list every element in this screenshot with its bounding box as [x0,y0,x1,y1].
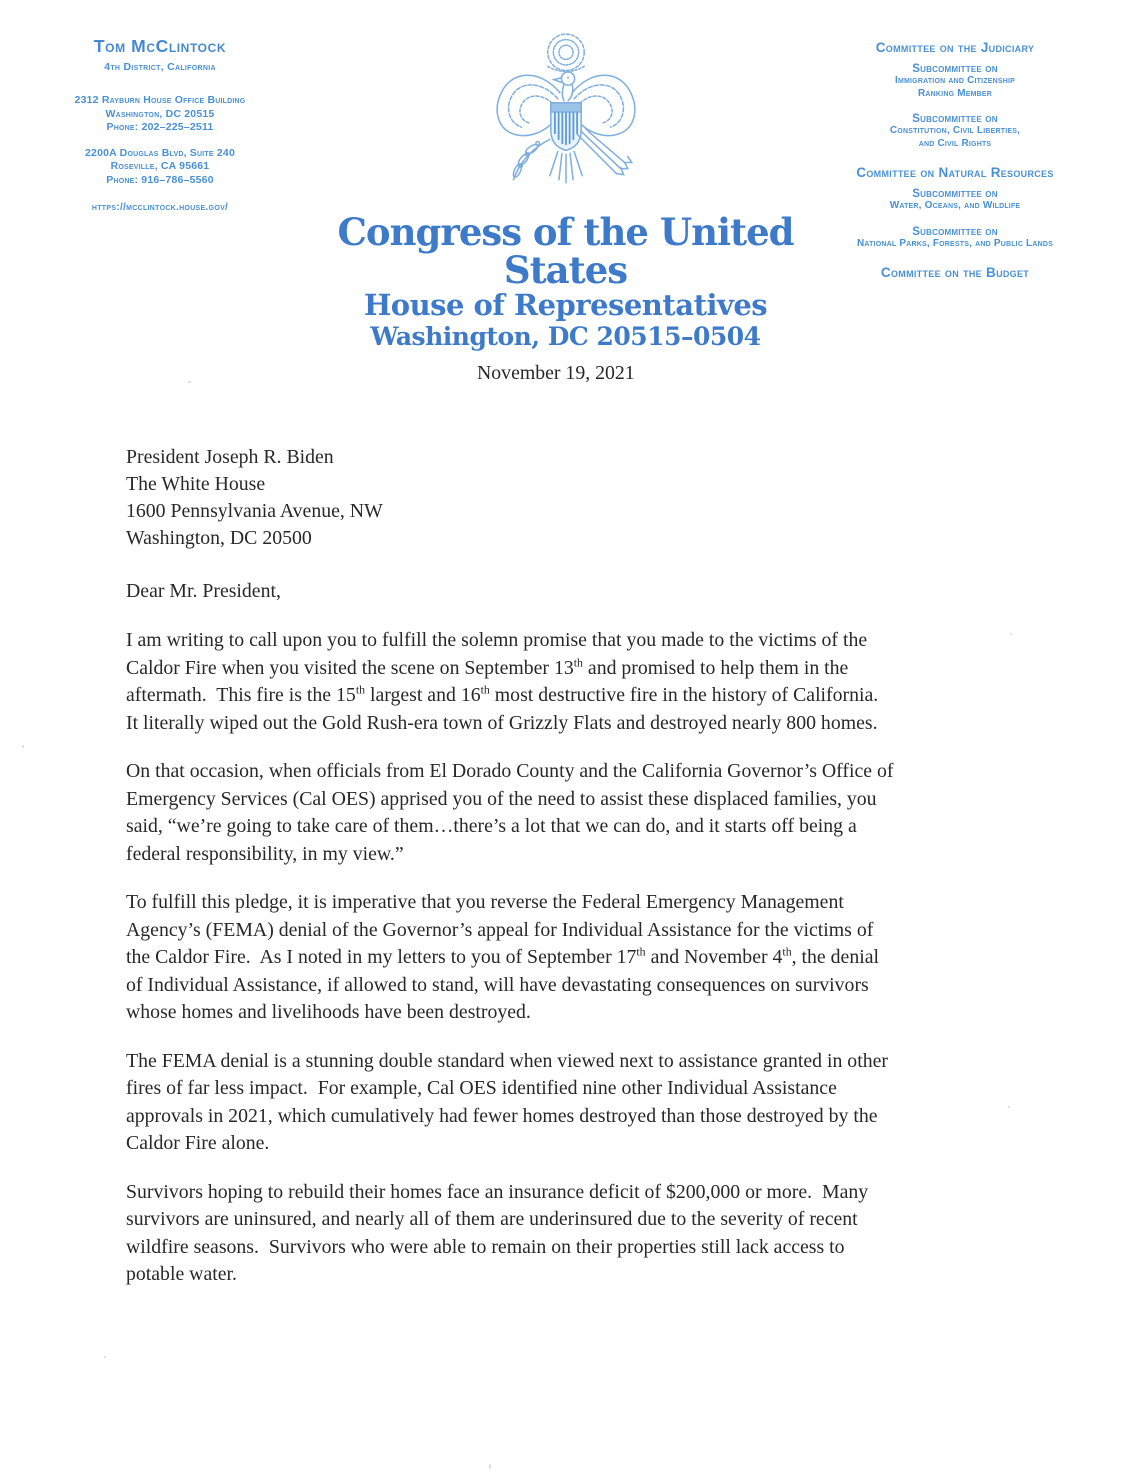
scan-speck [1008,1106,1010,1108]
congressman-name: Tom McClintock [93,36,227,56]
scan-speck [22,745,24,748]
district-line: 4th District, California [104,61,216,73]
paragraph-line: On that occasion, when officials from El Dorado County and the California Governor’s Office of [126,760,894,782]
subcommittee-role: Ranking Member [917,87,993,99]
paragraph-line: Caldor Fire alone. [126,1132,270,1154]
subcommittee-name: National Parks, Forests, and Public Lands [856,237,1054,249]
subcommittee-name: and Civil Rights [918,137,992,149]
subcommittee-name: Water, Oceans, and Wildlife [889,200,1021,211]
dc-office-address [26,94,294,135]
recipient-line: Washington, DC 20500 [126,526,312,549]
phone-line: Phone: 202–225–2511 [106,121,214,133]
paragraph-line: whose homes and livelihoods have been destroyed. [126,1001,531,1023]
paragraph-line: Agency’s (FEMA) denial of the Governor’s appeal for Individual Assistance for the victims of [126,918,874,941]
phone-line: Phone: 916–786–5560 [106,173,214,186]
paragraph-line: To fulfill this pledge, it is imperative that you reverse the Federal Emergency Management [126,891,844,913]
subcommittee-label: Subcommittee on [912,113,998,125]
paragraph-line: I am writing to call upon you to fulfill the solemn promise that you made to the victims of the [126,629,868,651]
body-paragraph [126,1179,1026,1289]
body-paragraph [126,758,1026,868]
paragraph-line: wildfire seasons. Survivors who were able to remain on their properties still lack access to [126,1235,845,1258]
letter-body [126,360,1026,1310]
paragraph-line: It literally wiped out the Gold Rush-era town of Grizzly Flats and destroyed nearly 800 homes. [126,711,878,734]
subcommittee-name: Immigration and Citizenship [895,75,1015,86]
letterhead-center [333,26,798,350]
paragraph-line: fires of far less impact. For example, Cal OES identified nine other Individual Assistance [126,1077,837,1099]
recipient-line: 1600 Pennsylvania Avenue, NW [126,499,383,522]
website-url: https://mcclintock.house.gov/ [91,202,229,213]
address-line: 2200A Douglas Blvd, Suite 240 [85,146,235,159]
subcommittee-group [804,188,1106,213]
paragraph-line: approvals in 2021, which cumulatively had fewer homes destroyed than those destroyed by the [126,1104,878,1127]
paragraph-line: aftermath. This fire is the 15th largest and 16th most destructive fire in the history of California. [126,682,879,706]
recipient-line: The White House [126,472,266,495]
paragraph-line: Survivors hoping to rebuild their homes face an insurance deficit of $200,000 or more. Many [126,1180,869,1203]
paragraph-line: of Individual Assistance, if allowed to stand, will have devastating consequences on survivors [126,973,869,996]
paragraph-line: potable water. [126,1263,237,1285]
committee-title-judiciary: Committee on the Judiciary [875,40,1035,55]
letterhead-subtitle: House of Representatives [363,288,768,322]
recipient-address [126,444,1026,552]
committee-title-natural-resources: Committee on Natural Resources [856,165,1054,180]
address-line: Roseville, CA 95661 [110,160,210,172]
letter-date: November 19, 2021 [477,362,635,384]
scan-speck [188,381,191,383]
subcommittee-name: Constitution, Civil Liberties, [889,125,1021,136]
paragraph-line: the Caldor Fire. As I noted in my letters to you of September 17th and November 4th, the denial [126,944,879,968]
body-paragraph [126,889,1026,1027]
paragraph-line: said, “we’re going to take care of them…there’s a lot that we can do, and it starts off being a [126,815,857,837]
paragraph-line: The FEMA denial is a stunning double standard when viewed next to assistance granted in other [126,1049,888,1072]
paragraph-line: survivors are uninsured, and nearly all of them are underinsured due to the severity of recent [126,1208,858,1230]
address-line: 2312 Rayburn House Office Building [74,94,246,106]
subcommittee-label: Subcommittee on [912,63,998,75]
subcommittee-label: Subcommittee on [912,188,998,200]
letterhead-title: Congress of the United States [337,210,794,292]
subcommittee-label: Subcommittee on [912,225,998,238]
committee-title-budget: Committee on the Budget [880,265,1030,280]
committee-assignments-block [804,40,1106,280]
body-paragraph [126,627,1026,737]
scan-speck [1010,633,1012,635]
salutation: Dear Mr. President, [126,579,281,602]
recipient-line: President Joseph R. Biden [126,445,334,468]
body-paragraph [126,1048,1026,1158]
subcommittee-group [804,113,1106,150]
paragraph-line: Emergency Services (Cal OES) apprised you of the need to assist these displaced families, you [126,787,877,810]
scan-speck [489,1464,491,1469]
scan-speck [104,1356,106,1358]
paragraph-line: federal responsibility, in my view.” [126,842,404,865]
paragraph-line: Caldor Fire when you visited the scene on September 13th and promised to help them in the [126,654,849,679]
subcommittee-group [804,226,1106,251]
great-seal-eagle-icon [487,26,645,209]
member-contact-block [26,36,294,213]
roseville-office-address [26,147,294,188]
subcommittee-group [804,63,1106,100]
address-line: Washington, DC 20515 [105,107,215,120]
letterhead-address: Washington, DC 20515–0504 [370,322,761,351]
